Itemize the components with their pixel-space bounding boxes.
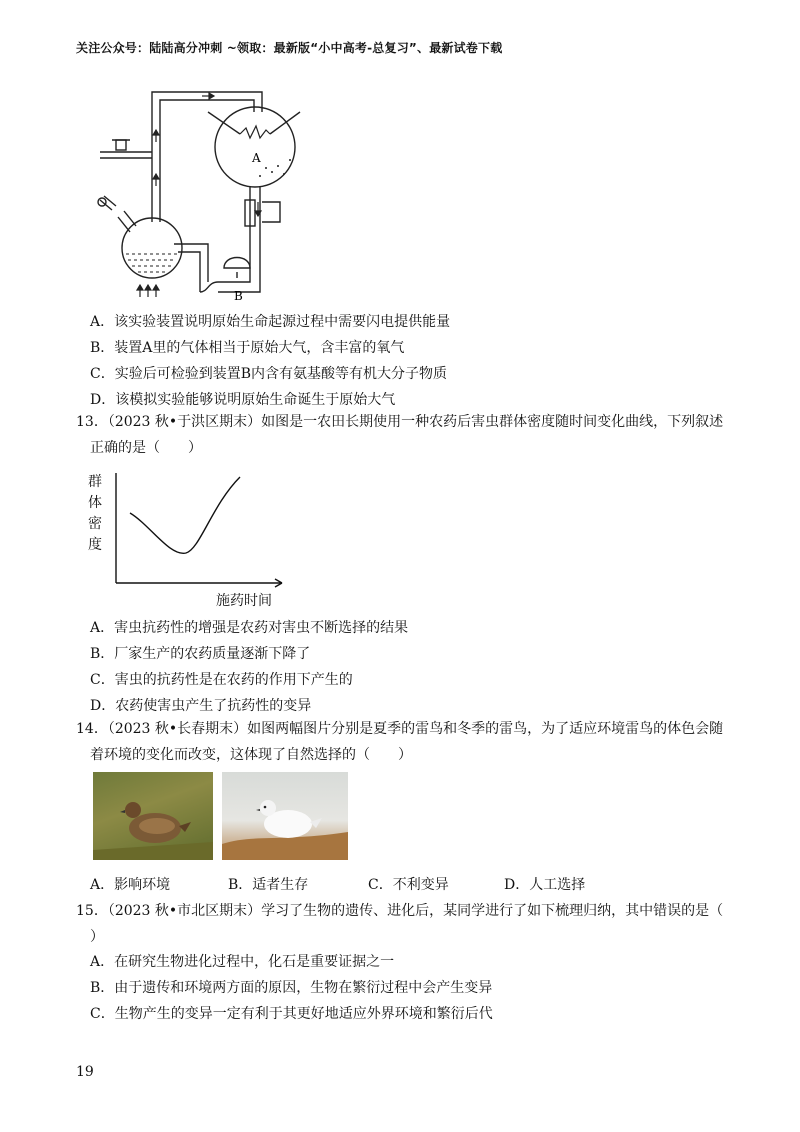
- q13-stem-line2: 正确的是（ ）: [90, 440, 202, 456]
- label-a: A: [252, 151, 261, 165]
- q13-option-b: B．厂家生产的农药质量逐渐下降了: [90, 646, 311, 662]
- q13-density-chart: [80, 465, 300, 605]
- q13-option-d: D．农药使害虫产生了抗药性的变异: [90, 698, 312, 714]
- q12-option-c: C．实验后可检验到装置B内含有氨基酸等有机大分子物质: [90, 366, 447, 382]
- q14-stem-line1: 14．（2023 秋•长春期末）如图两幅图片分别是夏季的雷鸟和冬季的雷鸟，为了适应环境雷鸟的体色会随: [76, 721, 724, 737]
- q13-ylabel: 群体密度: [88, 474, 102, 553]
- page-number: 19: [76, 1064, 94, 1080]
- q15-option-c: C．生物产生的变异一定有利于其更好地适应外界环境和繁衍后代: [90, 1006, 493, 1022]
- q14-option-a: A．影响环境: [90, 877, 171, 893]
- q13-stem: [76, 409, 736, 461]
- q15-option-a: A．在研究生物进化过程中，化石是重要证据之一: [90, 954, 395, 970]
- q13-option-a: A．害虫抗药性的增强是农药对害虫不断选择的结果: [90, 620, 409, 636]
- q15-option-b: B．由于遗传和环境两方面的原因，生物在繁衍过程中会产生变异: [90, 980, 493, 996]
- density-curve: [130, 477, 240, 553]
- q14-stem-line2: 着环境的变化而改变，这体现了自然选择的（ ）: [90, 747, 412, 763]
- q12-option-d: D．该模拟实验能够说明原始生命诞生于原始大气: [90, 392, 396, 408]
- q15-stem-line1: 15．（2023 秋•市北区期末）学习了生物的遗传、进化后，某同学进行了如下梳理归纳，其中错误的是（: [76, 903, 724, 919]
- q14-stem: [76, 716, 736, 768]
- q13-stem-line1: 13．（2023 秋•于洪区期末）如图是一农田长期使用一种农药后害虫群体密度随时间变化曲线，下列叙述: [76, 414, 724, 430]
- summer-ptarmigan-photo: [93, 772, 213, 860]
- label-b: B: [234, 289, 243, 303]
- q12-option-a: A．该实验装置说明原始生命起源过程中需要闪电提供能量: [90, 314, 451, 330]
- q14-option-d: D．人工选择: [504, 877, 586, 893]
- q14-option-c: C．不利变异: [368, 877, 449, 893]
- q14-option-b: B．适者生存: [228, 877, 309, 893]
- q12-option-b: B．装置A里的气体相当于原始大气，含丰富的氧气: [90, 340, 405, 356]
- q13-option-c: C．害虫的抗药性是在农药的作用下产生的: [90, 672, 353, 688]
- q15-stem: [76, 898, 736, 950]
- miller-apparatus-diagram: [90, 82, 320, 307]
- page-header: 关注公众号：陆陆高分冲刺 ~领取：最新版“小中高考-总复习”、最新试卷下载: [76, 41, 503, 55]
- winter-ptarmigan-photo: [222, 772, 348, 860]
- q13-xlabel: 施药时间: [216, 593, 272, 609]
- q15-stem-line2: ）: [90, 929, 104, 945]
